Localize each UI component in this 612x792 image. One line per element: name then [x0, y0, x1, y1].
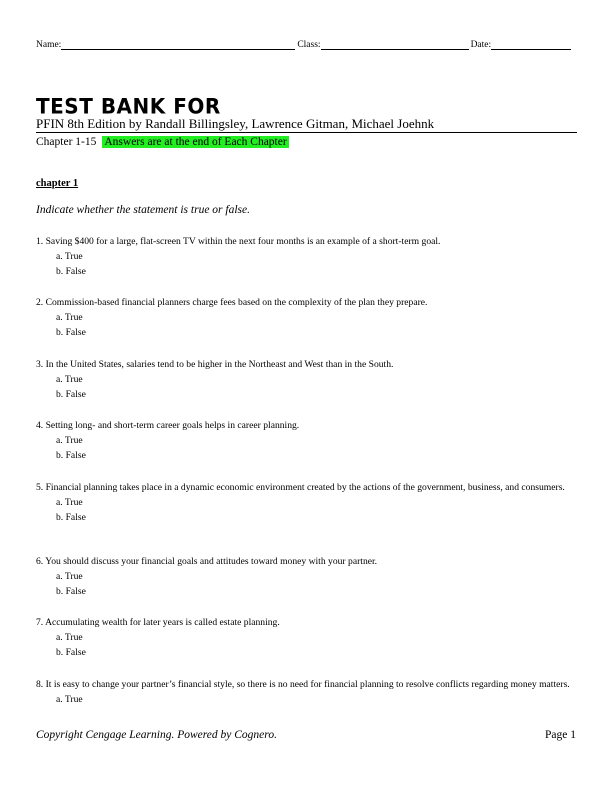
question-item	[36, 482, 576, 524]
question-item	[36, 297, 576, 339]
date-blank	[491, 39, 571, 50]
copyright-footer: Copyright Cengage Learning. Powered by Cognero.	[36, 729, 277, 741]
question-stem: 5. Financial planning takes place in a dynamic economic environment created by the actions of the government, business, and consumers.	[36, 482, 565, 493]
answers-note: Answers are at the end of Each Chapter	[104, 136, 287, 148]
question-stem: 7. Accumulating wealth for later years is called estate planning.	[36, 617, 280, 628]
answer-option: a. True	[56, 632, 83, 643]
question-stem: 3. In the United States, salaries tend to be higher in the Northeast and West than in the South.	[36, 359, 394, 370]
question-item	[36, 236, 576, 278]
answer-option: b. False	[56, 266, 86, 277]
chapter-heading: chapter 1	[36, 178, 79, 189]
answer-option: a. True	[56, 694, 83, 705]
class-label: Class:	[297, 40, 321, 50]
question-stem: 1. Saving $400 for a large, flat-screen TV within the next four months is an example of a short-term goal.	[36, 236, 441, 247]
answer-option: b. False	[56, 586, 86, 597]
document-title: TEST BANK FOR	[36, 93, 221, 119]
chapter-range: Chapter 1-15	[36, 136, 97, 148]
name-blank	[61, 39, 295, 50]
question-stem: 4. Setting long- and short-term career goals helps in career planning.	[36, 420, 300, 431]
date-label: Date:	[470, 40, 492, 50]
chapter-range-line	[36, 136, 289, 148]
answer-option: a. True	[56, 374, 83, 385]
question-stem: 6. You should discuss your financial goals and attitudes toward money with your partner.	[36, 556, 378, 567]
answer-option: b. False	[56, 512, 86, 523]
document-subtitle: PFIN 8th Edition by Randall Billingsley, Lawrence Gitman, Michael Joehnk	[36, 116, 435, 131]
question-item	[36, 617, 576, 659]
answer-option: a. True	[56, 435, 83, 446]
class-blank	[321, 39, 469, 50]
student-info-header	[36, 36, 576, 50]
page-number: Page 1	[545, 729, 576, 741]
question-stem: 2. Commission-based financial planners charge fees based on the complexity of the plan they prepare.	[36, 297, 428, 308]
question-item	[36, 556, 576, 598]
instructions: Indicate whether the statement is true or false.	[36, 204, 250, 216]
question-stem: 8. It is easy to change your partner’s financial style, so there is no need for financial planning to resolve conflicts regarding money matters.	[36, 679, 570, 690]
name-label: Name:	[36, 40, 62, 50]
answer-option: b. False	[56, 389, 86, 400]
answer-option: a. True	[56, 312, 83, 323]
answer-option: b. False	[56, 327, 86, 338]
answer-option: a. True	[56, 571, 83, 582]
question-item	[36, 359, 576, 401]
title-divider	[36, 132, 577, 133]
answer-option: b. False	[56, 450, 86, 461]
answer-option: a. True	[56, 497, 83, 508]
question-item	[36, 420, 576, 462]
answer-option: b. False	[56, 647, 86, 658]
answer-option: a. True	[56, 251, 83, 262]
question-item	[36, 679, 576, 706]
